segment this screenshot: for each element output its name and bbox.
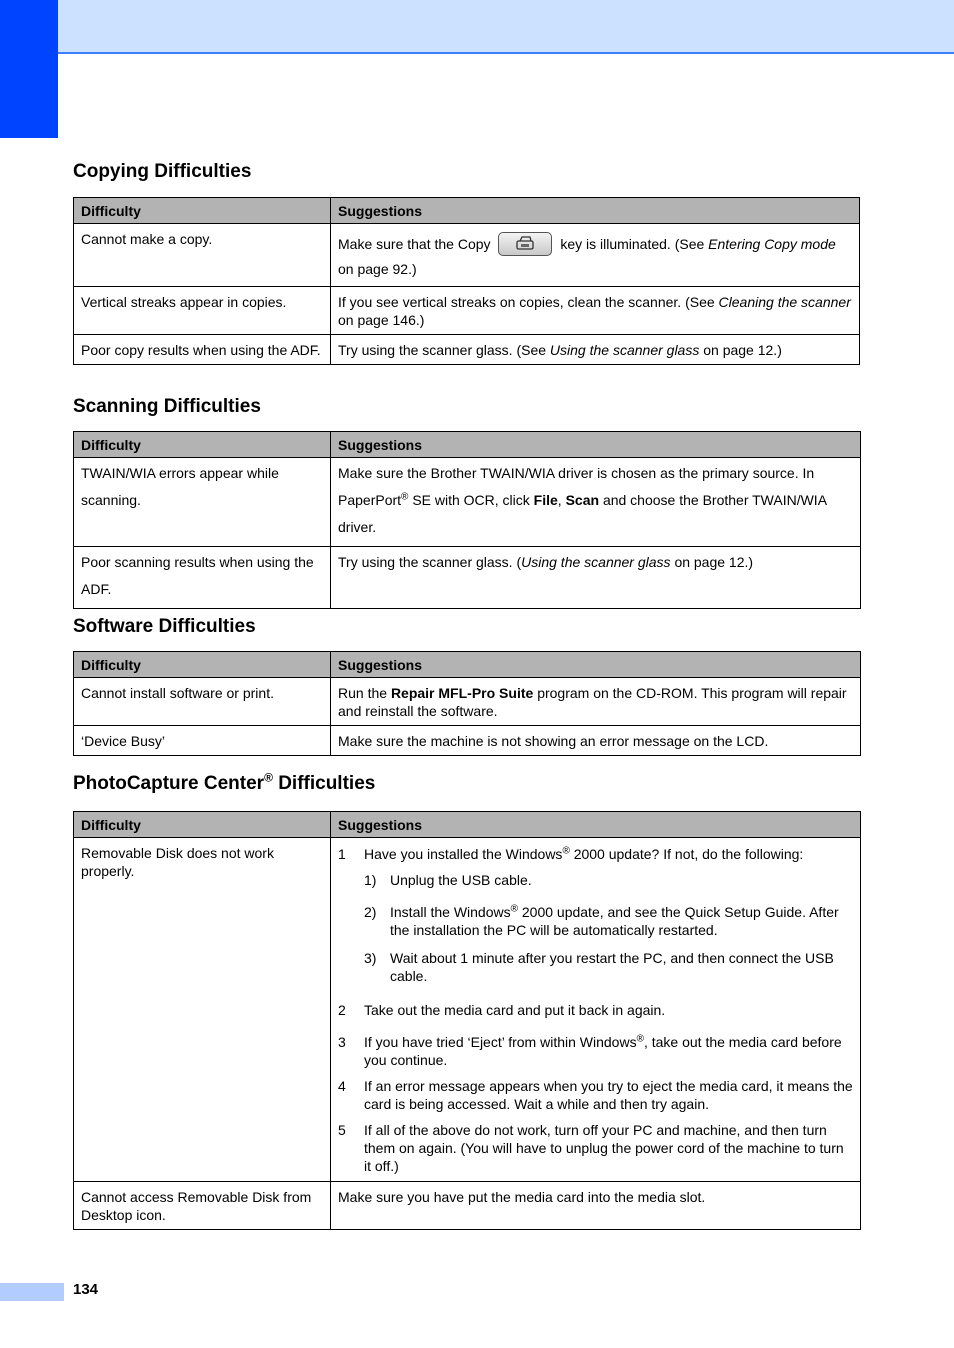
sub-steps-list (364, 871, 853, 985)
photocapture-title: PhotoCapture Center® Difficulties (73, 770, 376, 794)
software-table (73, 651, 861, 756)
table-row (74, 458, 861, 547)
suggestion-cell: Try using the scanner glass. (Using the scanner glass on page 12.) (331, 547, 861, 609)
table-row (74, 678, 861, 726)
header-difficulty: Difficulty (74, 652, 331, 678)
chapter-tab (0, 0, 58, 138)
suggestion-cell: Make sure you have put the media card into the media slot. (331, 1182, 861, 1230)
header-suggestions: Suggestions (331, 198, 860, 224)
copying-title: Copying Difficulties (73, 161, 252, 182)
difficulty-cell: Poor scanning results when using the ADF. (74, 547, 331, 609)
list-item: 1 Have you installed the Windows® 2000 update? If not, do the following: 1) Unplug the USB cable. 2) Install the Windows® 2000 update, and see the Quick Setup Guide. After the installation the PC will be automatically restarted. 3) Wait about 1 minute after you restart the PC, and then connect the USB cable. (338, 845, 853, 993)
header-suggestions: Suggestions (331, 812, 861, 838)
copying-section (73, 161, 861, 365)
page-number: 134 (73, 1281, 99, 1298)
photocapture-section (73, 770, 861, 1230)
header-difficulty: Difficulty (74, 432, 331, 458)
table-row (74, 838, 861, 1182)
table-row (74, 335, 860, 365)
page-number-bar (0, 1283, 64, 1301)
steps-list (338, 845, 853, 1175)
difficulty-cell: TWAIN/WIA errors appear while scanning. (74, 458, 331, 547)
difficulty-cell: Poor copy results when using the ADF. (74, 335, 331, 365)
table-row (74, 1182, 861, 1230)
list-item: 5 If all of the above do not work, turn off your PC and machine, and then turn them on again. (You will have to unplug the power cord of the machine to turn it off.) (338, 1122, 844, 1174)
difficulty-cell: Vertical streaks appear in copies. (74, 287, 331, 335)
difficulty-cell: ‘Device Busy’ (74, 726, 331, 756)
list-item: 2) Install the Windows® 2000 update, and see the Quick Setup Guide. After the installation the PC will be automatically restarted. (364, 903, 843, 938)
scanning-section (73, 396, 861, 609)
list-item: 3) Wait about 1 minute after you restart the PC, and then connect the USB cable. (364, 950, 834, 984)
table-row (74, 224, 860, 287)
list-item: 2 Take out the media card and put it back in again. (338, 1002, 666, 1018)
table-row (74, 287, 860, 335)
difficulty-cell: Cannot install software or print. (74, 678, 331, 726)
header-suggestions: Suggestions (331, 652, 861, 678)
header-difficulty: Difficulty (74, 812, 331, 838)
header-suggestions: Suggestions (331, 432, 861, 458)
suggestion-cell (331, 838, 861, 1182)
list-item: 1) Unplug the USB cable. (364, 872, 532, 888)
difficulty-cell: Cannot access Removable Disk from Desktop icon. (74, 1182, 331, 1230)
suggestion-cell: Make sure the machine is not showing an error message on the LCD. (331, 726, 861, 756)
suggestion-cell: If you see vertical streaks on copies, clean the scanner. (See Cleaning the scanner on page 146.) (331, 287, 860, 335)
suggestion-cell: Make sure that the Copy key is illuminated. (See Entering Copy mode on page 92.) (331, 224, 860, 287)
difficulty-cell: Cannot make a copy. (74, 224, 331, 287)
list-item: 3 If you have tried ‘Eject’ from within Windows®, take out the media card before you continue. (338, 1033, 842, 1068)
table-row (74, 547, 861, 609)
scanning-table (73, 431, 861, 609)
header-difficulty: Difficulty (74, 198, 331, 224)
software-title: Software Difficulties (73, 616, 256, 637)
copying-table (73, 197, 860, 365)
suggestion-cell: Run the Repair MFL-Pro Suite program on the CD-ROM. This program will repair and reinstall the software. (331, 678, 861, 726)
table-row (74, 726, 861, 756)
suggestion-cell: Make sure the Brother TWAIN/WIA driver is chosen as the primary source. In PaperPort® SE with OCR, click File, Scan and choose the Brother TWAIN/WIA driver. (331, 458, 861, 547)
software-section (73, 616, 861, 756)
difficulty-cell: Removable Disk does not work properly. (74, 838, 331, 1182)
photocapture-table (73, 811, 861, 1230)
copy-key-icon (498, 232, 552, 256)
header-band (58, 0, 954, 54)
list-item: 4 If an error message appears when you try to eject the media card, it means the card is being accessed. Wait a while and then try again. (338, 1078, 853, 1112)
scanning-title: Scanning Difficulties (73, 396, 261, 417)
suggestion-cell: Try using the scanner glass. (See Using the scanner glass on page 12.) (331, 335, 860, 365)
